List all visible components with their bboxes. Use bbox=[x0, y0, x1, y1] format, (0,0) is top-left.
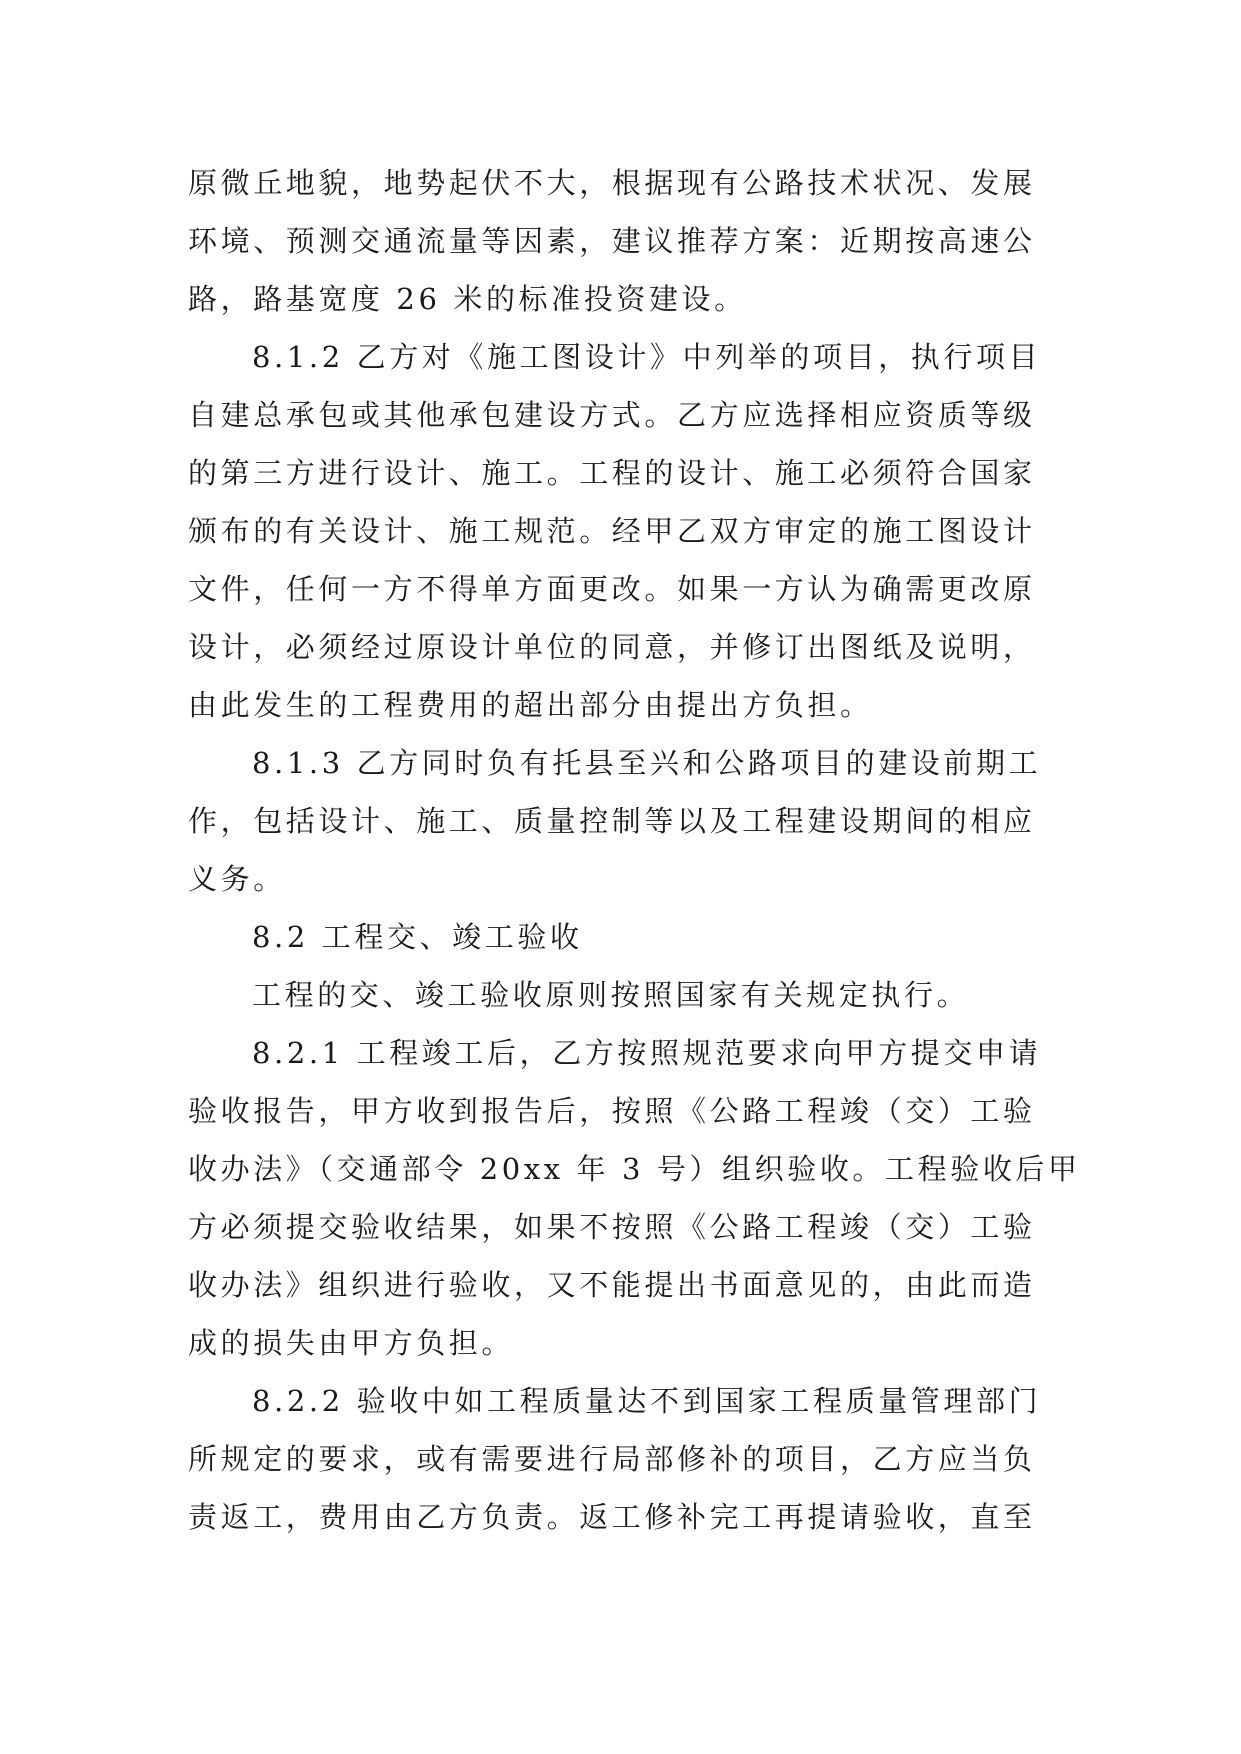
text-line: 颁布的有关设计、施工规范。经甲乙双方审定的施工图设计 bbox=[188, 514, 1036, 548]
text-line: 的第三方进行设计、施工。工程的设计、施工必须符合国家 bbox=[188, 456, 1036, 490]
text-line: 自建总承包或其他承包建设方式。乙方应选择相应资质等级 bbox=[188, 398, 1036, 432]
clause-8-1-3-line: 8.1.3 乙方同时负有托县至兴和公路项目的建设前期工 bbox=[252, 746, 1042, 780]
text-line: 责返工，费用由乙方负责。返工修补完工再提请验收，直至 bbox=[188, 1500, 1036, 1534]
text-line: 原微丘地貌，地势起伏不大，根据现有公路技术状况、发展 bbox=[188, 166, 1036, 200]
text-line: 工程的交、竣工验收原则按照国家有关规定执行。 bbox=[252, 978, 970, 1012]
text-line: 设计，必须经过原设计单位的同意，并修订出图纸及说明， bbox=[188, 630, 1036, 664]
body-text bbox=[188, 154, 1081, 1546]
text-line: 所规定的要求，或有需要进行局部修补的项目，乙方应当负 bbox=[188, 1442, 1036, 1476]
clause-8-1-2-line: 8.1.2 乙方对《施工图设计》中列举的项目，执行项目 bbox=[252, 340, 1042, 374]
text-line: 路，路基宽度 26 米的标准投资建设。 bbox=[188, 282, 747, 316]
text-line: 方必须提交验收结果，如果不按照《公路工程竣（交）工验 bbox=[188, 1210, 1036, 1244]
clause-8-2-1-line: 8.2.1 工程竣工后，乙方按照规范要求向甲方提交申请 bbox=[252, 1036, 1042, 1070]
text-line: 文件，任何一方不得单方面更改。如果一方认为确需更改原 bbox=[188, 572, 1036, 606]
text-line: 收办法》组织进行验收，又不能提出书面意见的，由此而造 bbox=[188, 1268, 1036, 1302]
section-8-2-heading: 8.2 工程交、竣工验收 bbox=[252, 920, 583, 954]
text-line: 作，包括设计、施工、质量控制等以及工程建设期间的相应 bbox=[188, 804, 1036, 838]
text-line: 环境、预测交通流量等因素，建议推荐方案：近期按高速公 bbox=[188, 224, 1036, 258]
text-line: 义务。 bbox=[188, 862, 286, 896]
text-line: 成的损失由甲方负担。 bbox=[188, 1326, 515, 1360]
clause-8-2-2-line: 8.2.2 验收中如工程质量达不到国家工程质量管理部门 bbox=[252, 1384, 1042, 1418]
text-line: 验收报告，甲方收到报告后，按照《公路工程竣（交）工验 bbox=[188, 1094, 1036, 1128]
text-line: 收办法》（交通部令 20xx 年 3 号）组织验收。工程验收后甲 bbox=[188, 1152, 1081, 1186]
text-line: 由此发生的工程费用的超出部分由提出方负担。 bbox=[188, 688, 873, 722]
